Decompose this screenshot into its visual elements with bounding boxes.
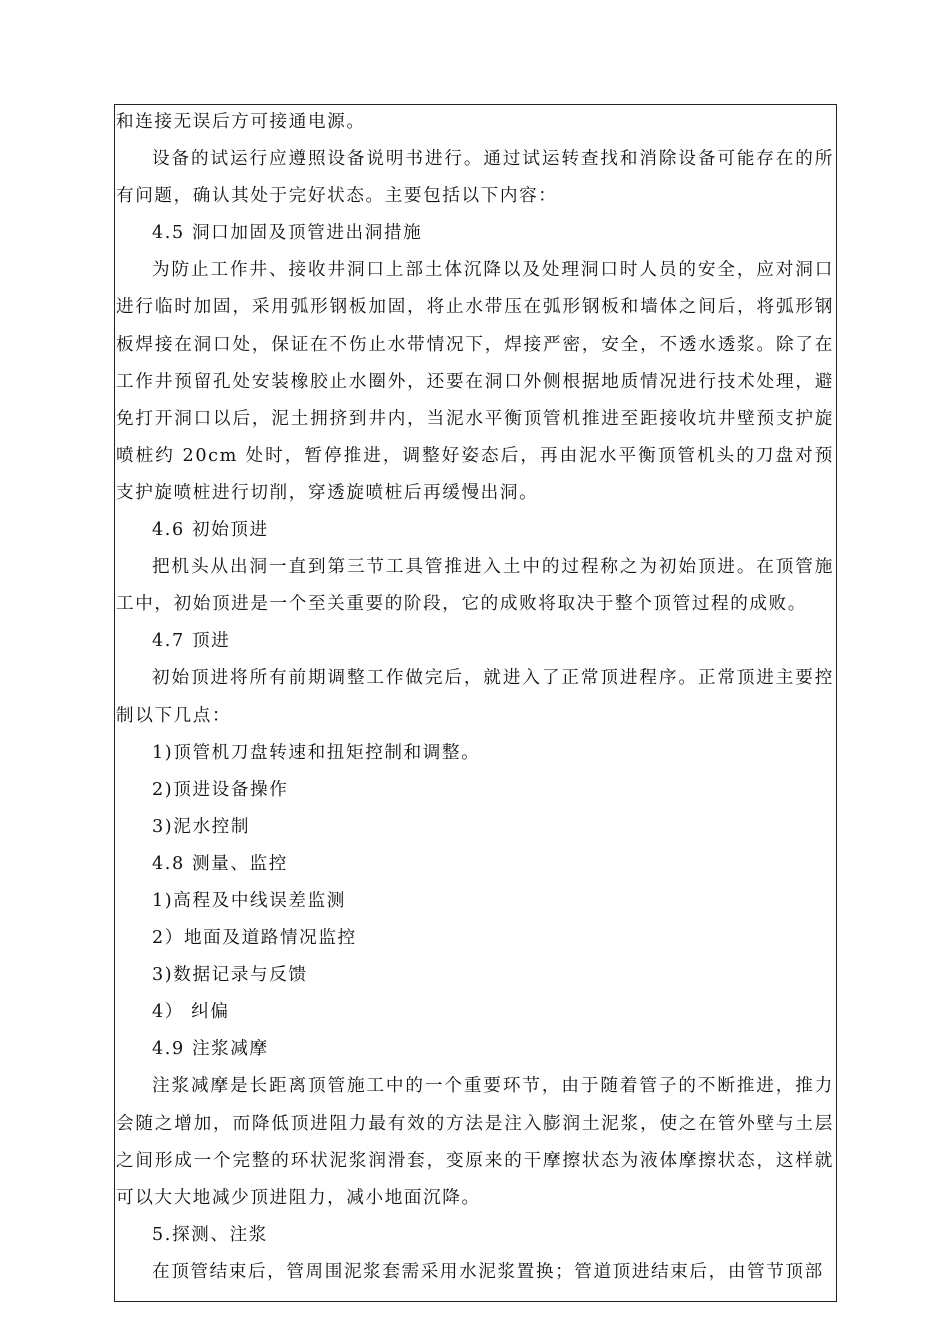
document-body bbox=[116, 104, 834, 1291]
list-item-monitoring-2: 2）地面及道路情况监控 bbox=[152, 928, 357, 949]
heading-4-6: 4.6 初始顶进 bbox=[152, 520, 269, 541]
list-item-monitoring-4: 4） 纠偏 bbox=[152, 1002, 230, 1023]
paragraph-portal-reinforcement: 为防止工作井、接收井洞口上部土体沉降以及处理洞口时人员的安全，应对洞口进行临时加固，采用弧形钢板加固，将止水带压在弧形钢板和墙体之间后，将弧形钢板焊接在洞口处，保证在不伤止水带情况下，焊接严密，安全，不透水透浆。除了在工作井预留孔处安装橡胶止水圈外，还要在洞口外侧根据地质情况进行技术处理，避免打开洞口以后，泥土拥挤到井内，当泥水平衡顶管机推进至距接收坑井壁预支护旋喷桩约 20cm 处时，暂停推进，调整好姿态后，再由泥水平衡顶管机头的刀盘对预支护旋喷桩进行切削，穿透旋喷桩后再缓慢出洞。 bbox=[116, 260, 834, 503]
heading-5: 5.探测、注浆 bbox=[152, 1224, 268, 1245]
list-item-monitoring-3: 3)数据记录与反馈 bbox=[152, 965, 308, 986]
paragraph-detection-grouting: 在顶管结束后，管周围泥浆套需采用水泥浆置换；管道顶进结束后，由管节顶部 bbox=[152, 1261, 824, 1282]
paragraph-trial-run: 设备的试运行应遵照设备说明书进行。通过试运转查找和消除设备可能存在的所有问题，确认其处于完好状态。主要包括以下内容： bbox=[116, 149, 834, 207]
heading-4-7: 4.7 顶进 bbox=[152, 631, 231, 652]
paragraph-normal-jacking: 初始顶进将所有前期调整工作做完后，就进入了正常顶进程序。正常顶进主要控制以下几点： bbox=[116, 668, 834, 726]
paragraph-initial-jacking: 把机头从出洞一直到第三节工具管推进入土中的过程称之为初始顶进。在顶管施工中，初始顶进是一个至关重要的阶段，它的成败将取决于整个顶管过程的成败。 bbox=[116, 557, 834, 615]
paragraph-grouting: 注浆减摩是长距离顶管施工中的一个重要环节，由于随着管子的不断推进，推力会随之增加，而降低顶进阻力最有效的方法是注入膨润土泥浆，使之在管外壁与土层之间形成一个完整的环状泥浆润滑套，变原来的干摩擦状态为液体摩擦状态，这样就可以大大地减少顶进阻力，减小地面沉降。 bbox=[116, 1076, 834, 1208]
heading-4-5: 4.5 洞口加固及顶管进出洞措施 bbox=[152, 223, 423, 244]
list-item-jacking-2: 2)顶进设备操作 bbox=[152, 779, 289, 800]
heading-4-9: 4.9 注浆减摩 bbox=[152, 1039, 269, 1060]
paragraph-continuation: 和连接无误后方可接通电源。 bbox=[116, 112, 366, 132]
list-item-monitoring-1: 1)高程及中线误差监测 bbox=[152, 890, 347, 911]
list-item-jacking-1: 1)顶管机刀盘转速和扭矩控制和调整。 bbox=[152, 742, 481, 763]
heading-4-8: 4.8 测量、监控 bbox=[152, 853, 288, 874]
list-item-jacking-3: 3)泥水控制 bbox=[152, 816, 251, 837]
